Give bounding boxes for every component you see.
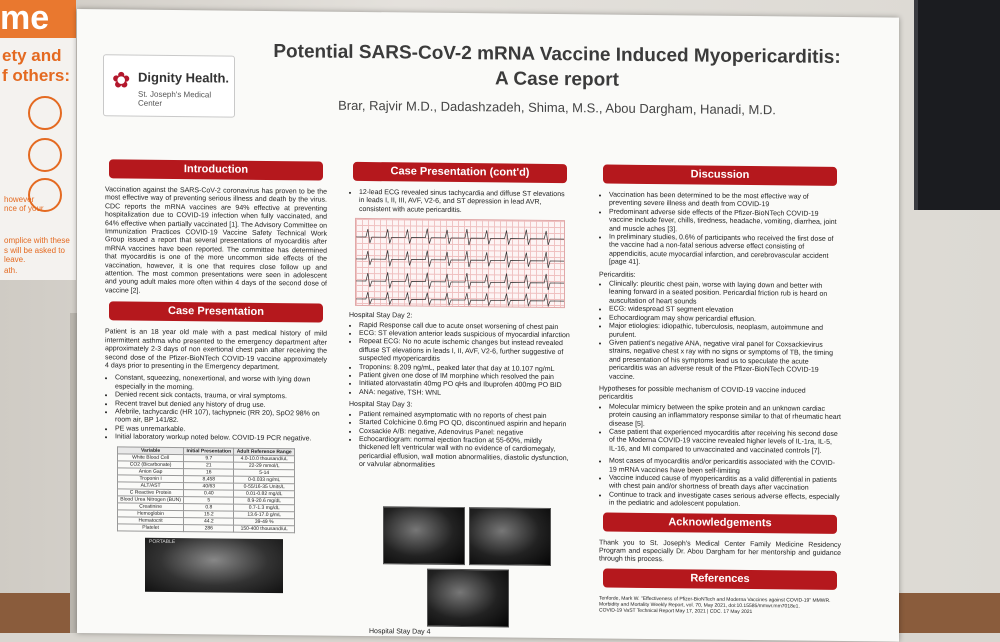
references-list bbox=[599, 595, 841, 616]
chest-xray-image bbox=[145, 537, 283, 592]
title-line-1: Potential SARS-CoV-2 mRNA Vaccine Induced Myopericarditis: bbox=[273, 41, 841, 68]
research-poster bbox=[77, 9, 899, 642]
column-left bbox=[105, 159, 327, 593]
logo-emblem-icon: ✿ bbox=[112, 67, 131, 93]
ecg-bullet-list bbox=[349, 189, 571, 217]
table-cell: 22-29 mmol/L bbox=[234, 462, 295, 470]
pericarditis-label: Pericarditis: bbox=[599, 271, 636, 279]
list-item: • Major etiologies: idiopathic, tuberculosis, neoplasm, autoimmune and purulent. bbox=[609, 323, 841, 342]
ack-heading: Acknowledgements bbox=[603, 512, 837, 533]
logo-subtitle: St. Joseph's Medical Center bbox=[138, 89, 212, 108]
case-bullets bbox=[105, 375, 327, 445]
day4-label: Hospital Stay Day 4 bbox=[369, 628, 431, 636]
table-cell: Platelet bbox=[118, 523, 184, 531]
table-cell: 0-55/16-35 Units/L bbox=[234, 483, 295, 491]
day3-list bbox=[349, 411, 571, 472]
table-cell: Blood Urea Nitrogen (BUN) bbox=[118, 495, 184, 503]
table-header-cell: Initial Presentation bbox=[184, 447, 234, 455]
list-item: • Patient remained asymptomatic with no reports of chest pain bbox=[359, 411, 571, 422]
poster-authors: Brar, Rajvir M.D., Dadashzadeh, Shima, M.S., Abou Dargham, Hanadi, M.D. bbox=[338, 97, 776, 118]
people-icon bbox=[28, 96, 62, 130]
list-item: • In preliminary studies, 0.6% of participants who received the first dose of the vaccine had a non-fatal serious adverse effect consisting of appendicitis, acute myocardial infarction, and cerebrovascular accident [page 41]. bbox=[609, 234, 841, 270]
table-cell: 21 bbox=[184, 461, 234, 469]
table-cell: White Blood Cell bbox=[118, 453, 184, 461]
table-cell: 39-49 % bbox=[234, 518, 295, 526]
echo-image-1 bbox=[383, 506, 465, 565]
discussion-list-1 bbox=[599, 191, 841, 269]
dignity-health-logo bbox=[103, 54, 235, 117]
table-cell: 150-400 thousand/uL bbox=[234, 525, 295, 533]
table-cell: Hemoglobin bbox=[118, 509, 184, 517]
case-text: Patient is an 18 year old male with a past medical history of mild intermittent asthma who presented to the emergency department after approximately 2-3 days of non exertional chest pain after receiving the second dose of the Pfizer-BioNTech COVID-19 vaccine approximately 4 days prior to presenting in the Emergency department. bbox=[105, 328, 327, 372]
list-item: • Initial laboratory workup noted below. COVID-19 PCR negative. bbox=[115, 434, 327, 445]
list-item: • Predominant adverse side effects of the Pfizer-BioNTech COVID-19 vaccine include fever, chills, tiredness, headache, vomiting, diarrhea, joint and muscle aches [3]. bbox=[609, 208, 841, 236]
lab-table bbox=[117, 446, 295, 533]
list-item: • Constant, squeezing, nonexertional, and worse with lying down especially in the morning. bbox=[115, 375, 327, 394]
sign-text: ath. bbox=[4, 266, 18, 275]
mask-icon bbox=[28, 138, 62, 172]
wall-monitor bbox=[914, 0, 1000, 210]
column-right bbox=[599, 164, 841, 615]
list-item: • Case patient that experienced myocarditis after receiving his second dose of the Moderna COVID-19 vaccine revealed higher levels of IL-1ra, IL-5, IL-16, and MI compared to unvaccinated and vaccinated controls [7]. bbox=[609, 429, 841, 457]
table-cell: Hematocrit bbox=[118, 516, 184, 524]
list-item: • Repeat ECG: No no acute ischemic changes but instead revealed diffuse ST elevations in leads I, II, AVF, V2-6, further suggestive of suspected myopericarditis bbox=[359, 338, 571, 365]
day2-list bbox=[349, 321, 571, 399]
table-cell: 8.9-20.6 mg/dL bbox=[234, 497, 295, 505]
table-cell: 0.01-0.82 mg/dL bbox=[234, 490, 295, 498]
table-cell: 0.40 bbox=[184, 489, 234, 497]
list-item: • Coxsackie A/B: negative, Adenovirus Panel: negative bbox=[359, 427, 571, 438]
table-cell: 0.8 bbox=[184, 503, 234, 511]
list-item: • ANA: negative, TSH: WNL bbox=[359, 389, 571, 400]
discussion-heading: Discussion bbox=[603, 165, 837, 186]
title-line-2: A Case report bbox=[495, 68, 619, 91]
sign-banner: me bbox=[0, 0, 76, 38]
ack-text: Thank you to St. Joseph's Medical Center Family Medicine Residency Program and especially Dr. Abou Dargham for her mentorship and guidance through this process. bbox=[599, 539, 841, 564]
table-cell: 0-0.033 ng/mL bbox=[234, 476, 295, 484]
list-item: • Vaccination has been determined to be the most effective way of preventing severe illness and death from COVID-19 bbox=[609, 192, 841, 211]
table-cell: 40/63 bbox=[184, 482, 234, 490]
cont-heading: Case Presentation (cont'd) bbox=[353, 162, 567, 183]
intro-text: Vaccination against the SARS-CoV-2 coronavirus has proven to be the most effective way of preventing serious illness and death by the virus. CDC reports the mRNA vaccines are 94% effective at preventing hospitalization due to COVID-19 infection when fully vaccinated, and 64% effective when partially vaccinated [1]. The Advisory Committee on Immunization Practices COVID-19 Vaccine Safety Technical Work Group issued a report that several presentations of myocarditis after mRNA vaccines have been reported. The committee has determined that myocarditis is one of the more uncommon side effects of the vaccination, however, it is one that requires close follow up and attention. The most common presentations were seen in adolescent and young adult males more often within 4 days of the second dose of vaccine [2]. bbox=[105, 186, 327, 295]
intro-heading: Introduction bbox=[109, 159, 323, 180]
sign-text: omplice with these bbox=[4, 236, 70, 245]
table-cell: Anion Gap bbox=[118, 467, 184, 475]
list-item: COVID-19 VaST Technical Report May 17, 2021 | CDC. 17 May 2021 bbox=[599, 607, 753, 615]
sign-text: however bbox=[4, 195, 35, 204]
table-cell: 16 bbox=[184, 468, 234, 476]
sign-line-2: f others: bbox=[2, 66, 70, 85]
table-cell: 9.7 bbox=[184, 454, 234, 462]
list-item: • Clinically: pleuritic chest pain, worse with laying down and better with leaning forward in a seated position. Pericardial friction rub is heard on auscultation of heart sounds bbox=[609, 281, 841, 309]
xray-label: PORTABLE bbox=[149, 538, 176, 545]
table-cell: 0.7-1.3 mg/dL bbox=[234, 504, 295, 512]
case-heading: Case Presentation bbox=[109, 302, 323, 323]
logo-name: Dignity Health. bbox=[138, 69, 230, 86]
list-item: • Recent travel but denied any history of drug use. bbox=[115, 400, 327, 411]
discussion-list-4 bbox=[599, 458, 841, 511]
table-cell: 286 bbox=[184, 524, 234, 532]
lab-table-body bbox=[118, 453, 295, 532]
table-cell: C Reactive Protein bbox=[118, 488, 184, 496]
day3-label: Hospital Stay Day 3: bbox=[349, 401, 413, 409]
table-header-cell: Adult Reference Range bbox=[234, 448, 295, 456]
list-item: • ECG: ST elevation anterior leads suspicious of myocardial infarction bbox=[359, 330, 571, 341]
list-item: • PE was unremarkable. bbox=[115, 425, 327, 436]
list-item: • Rapid Response call due to acute onset worsening of chest pain bbox=[359, 322, 571, 333]
list-item: • Echocardiogram may show pericardial effusion. bbox=[609, 314, 841, 325]
list-item: • ECG: widespread ST segment elevation bbox=[609, 306, 841, 317]
discussion-list-2 bbox=[599, 281, 841, 384]
list-item: • Afebrile, tachycardic (HR 107), tachypneic (RR 20), SpO2 98% on room air, BP 141/82. bbox=[115, 408, 327, 427]
sign-line-1: ety and bbox=[2, 46, 62, 65]
day2-label: Hospital Stay Day 2: bbox=[349, 312, 413, 320]
list-item: • 12-lead ECG revealed sinus tachycardia and diffuse ST elevations in leads I, II, III, AVF, V2-6, and ST depression in lead AVR, consistent with acute pericarditis. bbox=[359, 189, 571, 216]
list-item: • Denied recent sick contacts, trauma, or viral symptoms. bbox=[115, 392, 327, 403]
list-item: • Initiated atorvastatin 40mg PO qHs and Ibuprofen 400mg PO BID bbox=[359, 380, 571, 391]
ecg-trace bbox=[356, 219, 564, 307]
table-header-cell: Variable bbox=[118, 446, 184, 454]
poster-title bbox=[237, 39, 877, 96]
discussion-list-3 bbox=[599, 403, 841, 456]
table-cell: ALT/AST bbox=[118, 481, 184, 489]
column-middle bbox=[349, 162, 571, 476]
list-item: • Given patient's negative ANA, negative viral panel for Coxsackievirus strains, negative chest x ray with no signs or symptoms of TB, the timing and presentation of his symptoms lead us to speculate the acute pericarditis was an adverse result of the Pfizer-BioNTech COVID-19 vaccine. bbox=[609, 339, 841, 383]
list-item: • Most cases of myocarditis and/or pericarditis associated with the COVID-19 mRNA vaccines have been self-limiting bbox=[609, 458, 841, 477]
references-heading: References bbox=[603, 568, 837, 589]
table-cell: CO2 (Bicarbonate) bbox=[118, 460, 184, 468]
sign-text: s will be asked to leave. bbox=[4, 246, 65, 264]
list-item: • Started Colchicine 0.6mg PO QD, discontinued aspirin and heparin bbox=[359, 419, 571, 430]
list-item: • Troponins: 8.209 ng/mL, peaked later that day at 10.107 ng/mL bbox=[359, 364, 571, 375]
table-cell: 8,458 bbox=[184, 475, 234, 483]
sign-text: nce of your bbox=[4, 204, 44, 213]
table-cell: 15.2 bbox=[184, 510, 234, 518]
table-cell: 4.0-10.0 thousand/uL bbox=[234, 455, 295, 463]
list-item: • Molecular mimicry between the spike protein and an unknown cardiac protein causing an inflammatory response similar to that of rheumatic heart disease [5]. bbox=[609, 403, 841, 431]
table-cell: Creatinine bbox=[118, 502, 184, 510]
echo-image-3 bbox=[427, 569, 509, 628]
echo-image-2 bbox=[469, 507, 551, 566]
table-cell: Troponin I bbox=[118, 474, 184, 482]
left-sign bbox=[0, 0, 76, 280]
ecg-image bbox=[355, 218, 565, 308]
list-item: • Patient given one dose of IM morphine which resolved the pain bbox=[359, 372, 571, 383]
table-cell: 5 bbox=[184, 496, 234, 504]
table-cell: 44.2 bbox=[184, 517, 234, 525]
list-item: Tenforde, Mark W. "Effectiveness of Pfizer-BioNTech and Moderna Vaccines against COVID-19" MMWR. Morbidity and Mortality Weekly Report, vol. 70, May 2021, doi:10.15585/mmwr.mm7018e1. bbox=[599, 595, 831, 610]
table-cell: 13.6-17.0 g/mL bbox=[234, 511, 295, 519]
list-item: • Continue to track and investigate cases serious adverse effects, especially in the pediatric and adolescent population. bbox=[609, 491, 841, 510]
hypotheses-label: Hypotheses for possible mechanism of COVID-19 vaccine induced pericarditis bbox=[599, 385, 806, 402]
list-item: • Vaccine induced cause of myopericarditis as a valid differential in patients with chest pain and/or shortness of breath days after vaccination bbox=[609, 475, 841, 494]
table-row bbox=[118, 523, 295, 532]
table-cell: 5-14 bbox=[234, 469, 295, 477]
list-item: • Echocardiogram: normal ejection fraction at 55-60%, mildly thickened left ventricular wall with no evidence of cardiomegaly, pericardial effusion, wall motion abnormalities, diastolic dysfunction, or valvular abnormalities bbox=[359, 436, 571, 472]
